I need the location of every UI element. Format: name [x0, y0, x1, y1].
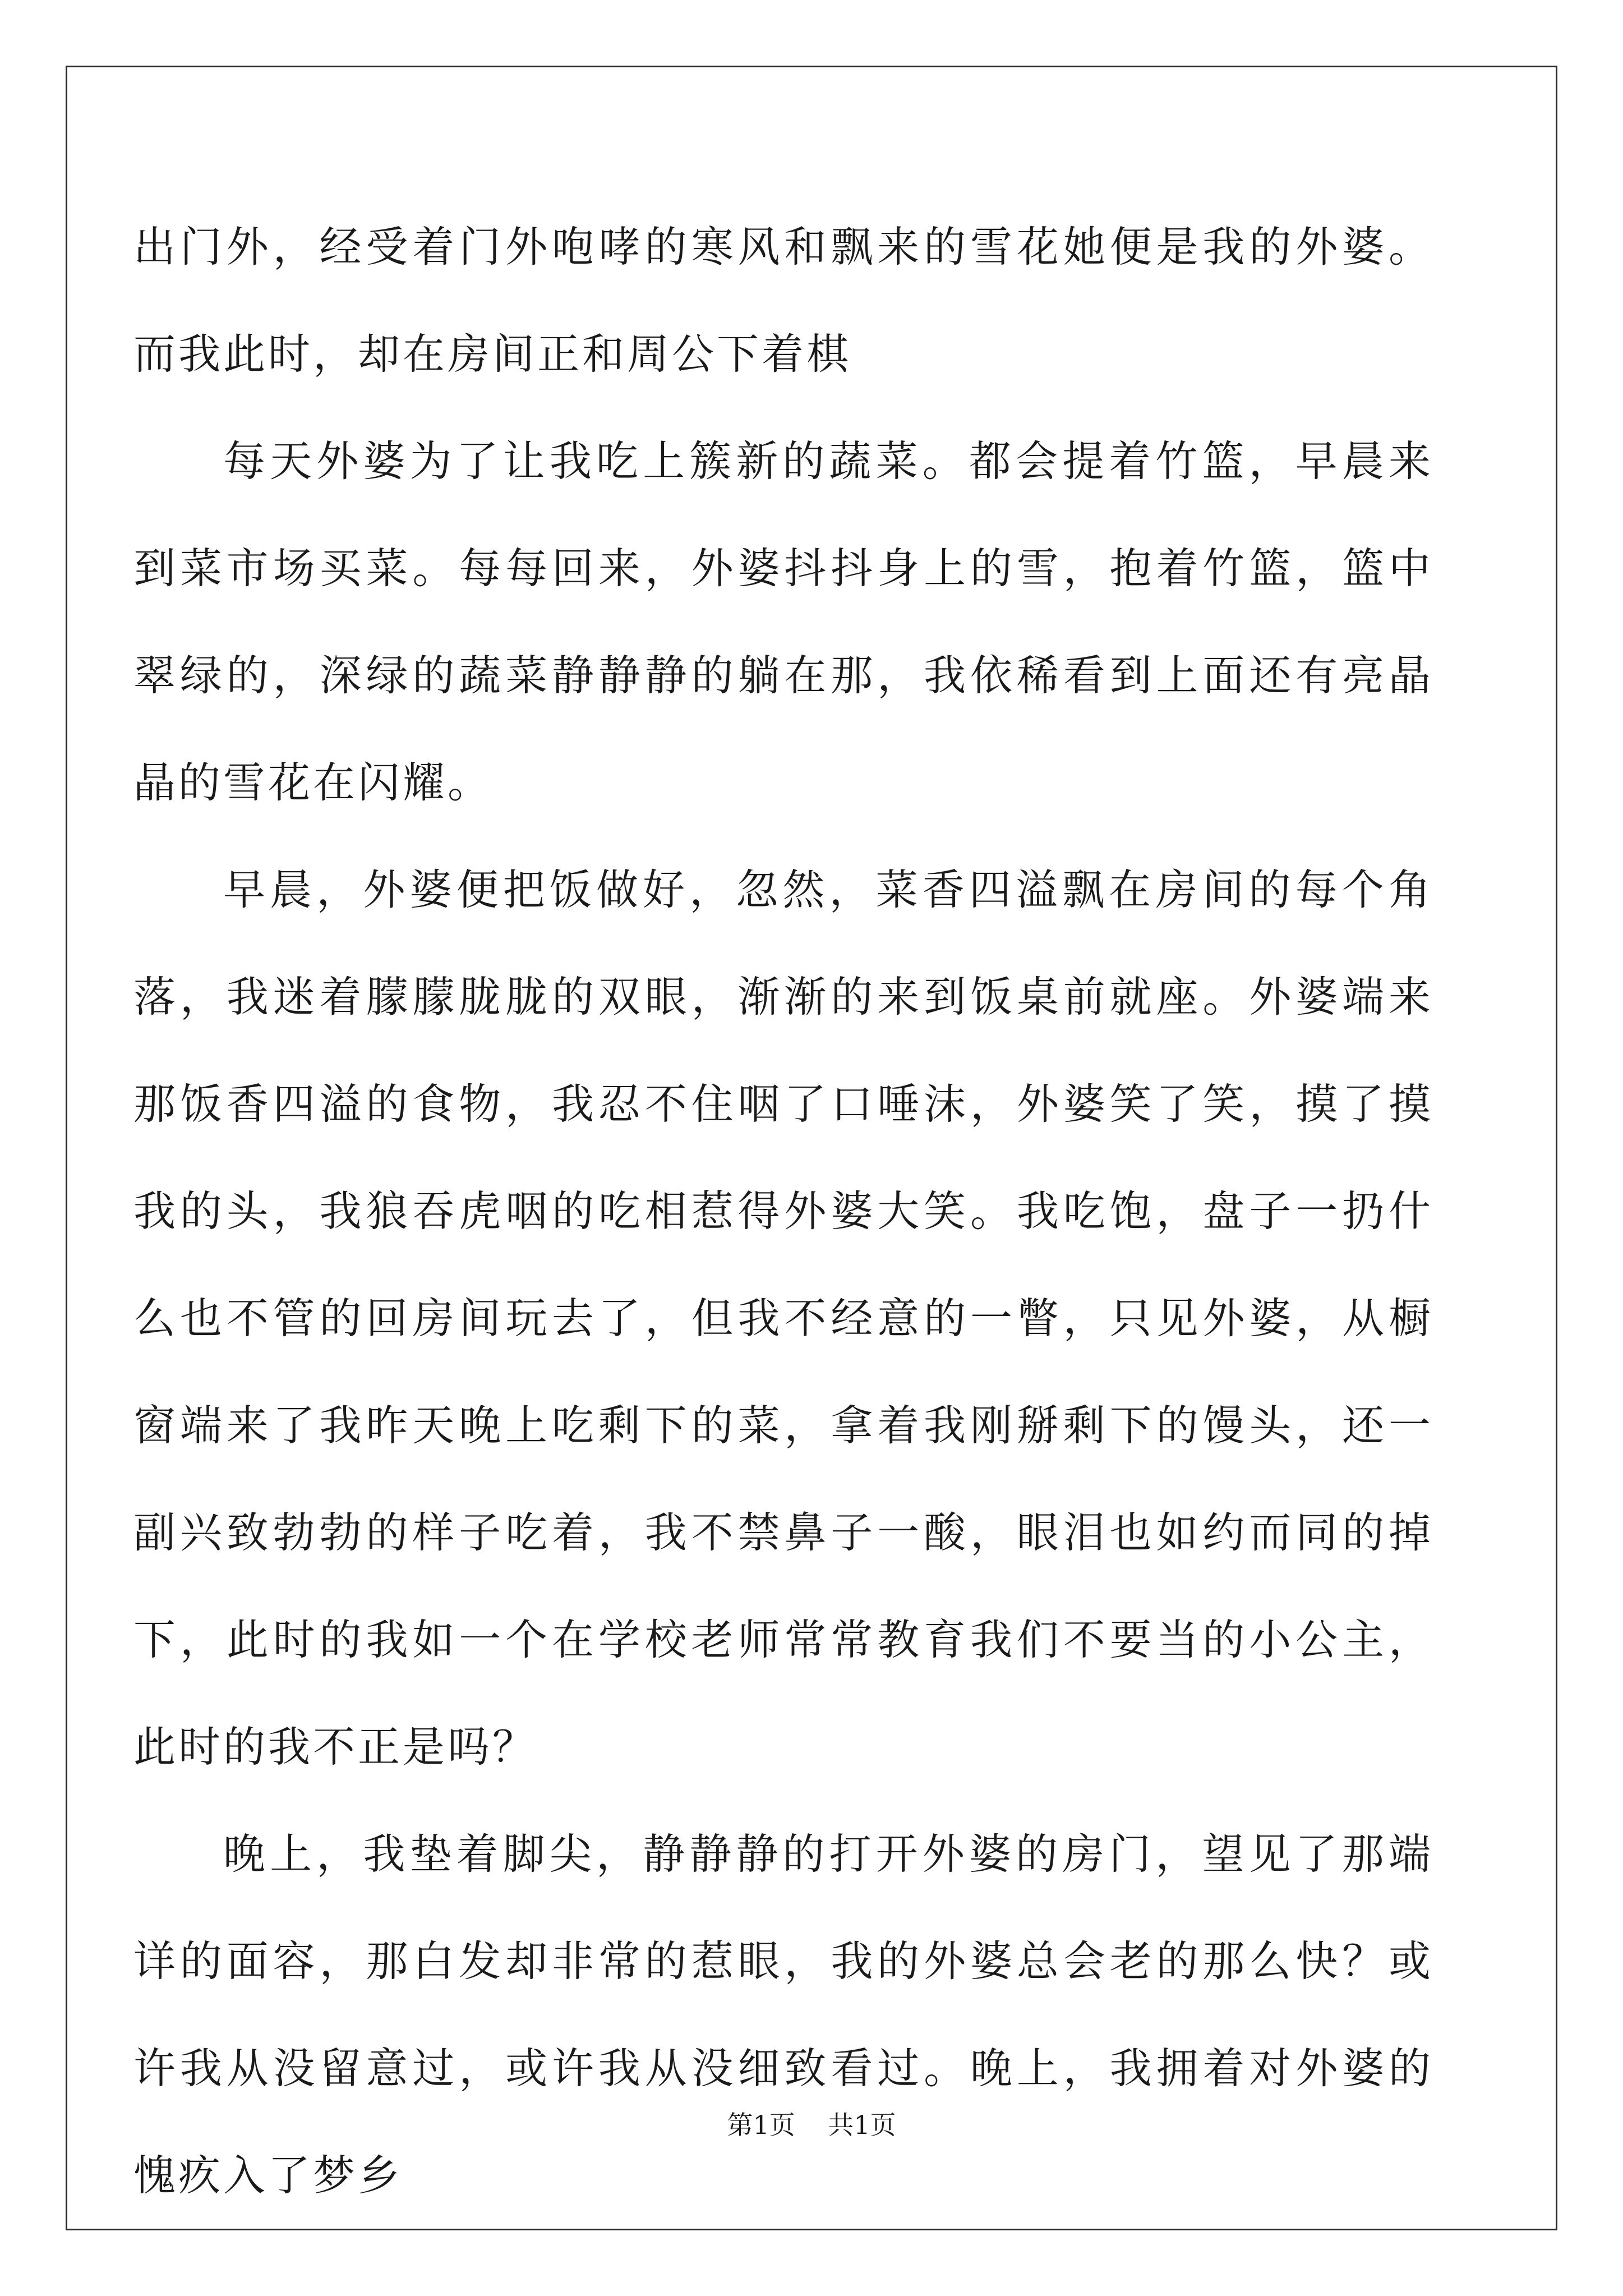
- page-footer: [0, 2105, 1623, 2142]
- paragraph-4: 晚上，我垫着脚尖，静静静的打开外婆的房门，望见了那端详的面容，那白发却非常的惹眼，我的外婆总会老的那么快？或许我从没留意过，或许我从没细致看过。晚上，我拥着对外婆的愧疚入了梦乡: [133, 1829, 1433, 2200]
- page-number: 第1页: [727, 2110, 795, 2140]
- paragraph-3: 早晨，外婆便把饭做好，忽然，菜香四溢飘在房间的每个角落，我迷着朦朦胧胧的双眼，渐渐的来到饭桌前就座。外婆端来那饭香四溢的食物，我忍不住咽了口唾沫，外婆笑了笑，摸了摸我的头，我狼吞虎咽的吃相惹得外婆大笑。我吃饱，盘子一扔什么也不管的回房间玩去了，但我不经意的一瞥，只见外婆，从橱窗端来了我昨天晚上吃剩下的菜，拿着我刚掰剩下的馒头，还一副兴致勃勃的样子吃着，我不禁鼻子一酸，眼泪也如约而同的掉下，此时的我如一个在学校老师常常教育我们不要当的小公主，此时的我不正是吗？: [133, 865, 1433, 1772]
- paragraph-1: 出门外，经受着门外咆哮的寒风和飘来的雪花她便是我的外婆。而我此时，却在房间正和周公下着棋: [133, 222, 1433, 379]
- footer-spacer: [795, 2110, 828, 2140]
- page-total: 共1页: [828, 2110, 896, 2140]
- paragraph-2: 每天外婆为了让我吃上簇新的蔬菜。都会提着竹篮，早晨来到菜市场买菜。每每回来，外婆抖抖身上的雪，抱着竹篮，篮中翠绿的，深绿的蔬菜静静静的躺在那，我依稀看到上面还有亮晶晶的雪花在闪耀。: [133, 436, 1433, 807]
- document-body: [133, 194, 1433, 2229]
